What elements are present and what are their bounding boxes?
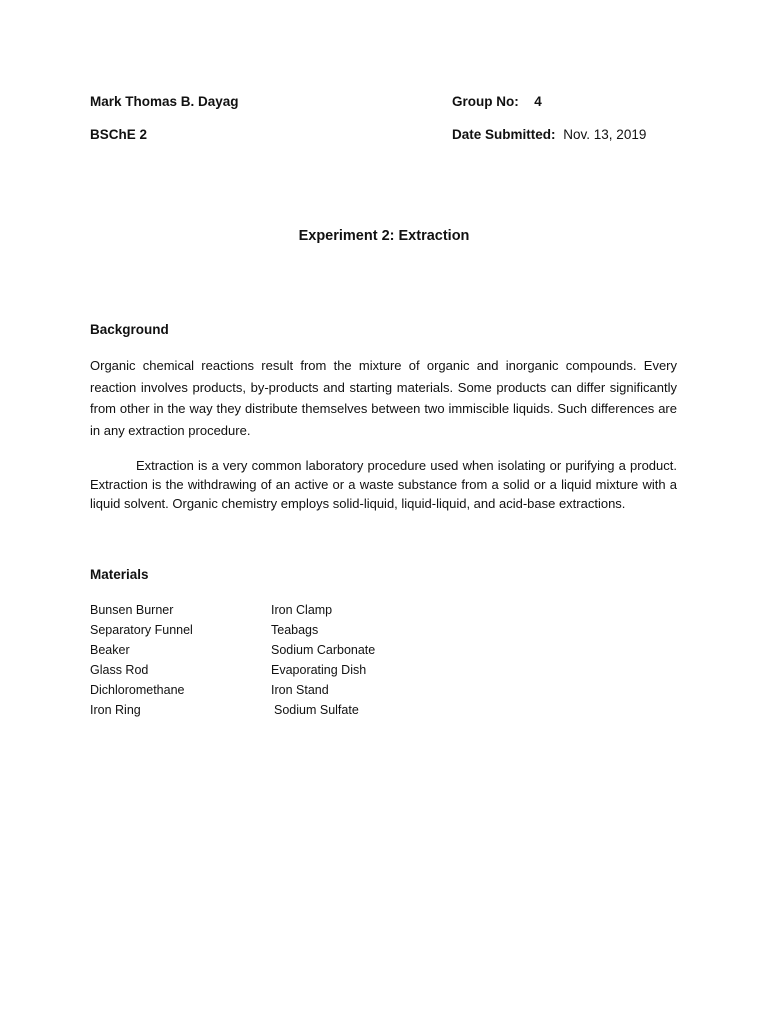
group-label: Group No:: [452, 94, 519, 109]
list-item: Iron Ring: [90, 703, 141, 717]
list-item: Beaker: [90, 643, 130, 657]
date-value: Nov. 13, 2019: [563, 127, 647, 142]
group-number: [452, 94, 542, 109]
list-item: Bunsen Burner: [90, 603, 174, 617]
list-item: Glass Rod: [90, 663, 149, 677]
date-submitted: [452, 127, 646, 142]
list-item: Iron Clamp: [271, 603, 333, 617]
materials-heading: Materials: [90, 567, 149, 582]
student-name: Mark Thomas B. Dayag: [90, 94, 239, 109]
date-label: Date Submitted:: [452, 127, 556, 142]
page-title: Experiment 2: Extraction: [298, 228, 470, 244]
list-item: Iron Stand: [271, 683, 329, 697]
list-item: Sodium Sulfate: [274, 703, 359, 717]
background-paragraph-1: Organic chemical reactions result from the mixture of organic and inorganic compounds. Every reaction involves products, by-products and starting materials. Some products can differ significantly from other in the way they distribute themselves between two immiscible liquids. Such differences are in any extraction procedure.: [90, 358, 677, 439]
background-paragraph-2: Extraction is a very common laboratory procedure used when isolating or purifying a product. Extraction is the withdrawing of an active or a waste substance from a solid or a liquid mixture with a liquid solvent. Organic chemistry employs solid-liquid, liquid-liquid, and acid-base extractions.: [90, 458, 677, 511]
list-item: Dichloromethane: [90, 683, 185, 697]
group-value: 4: [534, 94, 542, 109]
materials-list-right: [271, 600, 375, 720]
list-item: Evaporating Dish: [271, 663, 367, 677]
list-item: Teabags: [271, 623, 319, 637]
list-item: Sodium Carbonate: [271, 643, 376, 657]
background-heading: Background: [90, 322, 169, 337]
list-item: Separatory Funnel: [90, 623, 193, 637]
course: BSChE 2: [90, 127, 148, 142]
materials-list-left: [90, 600, 193, 720]
